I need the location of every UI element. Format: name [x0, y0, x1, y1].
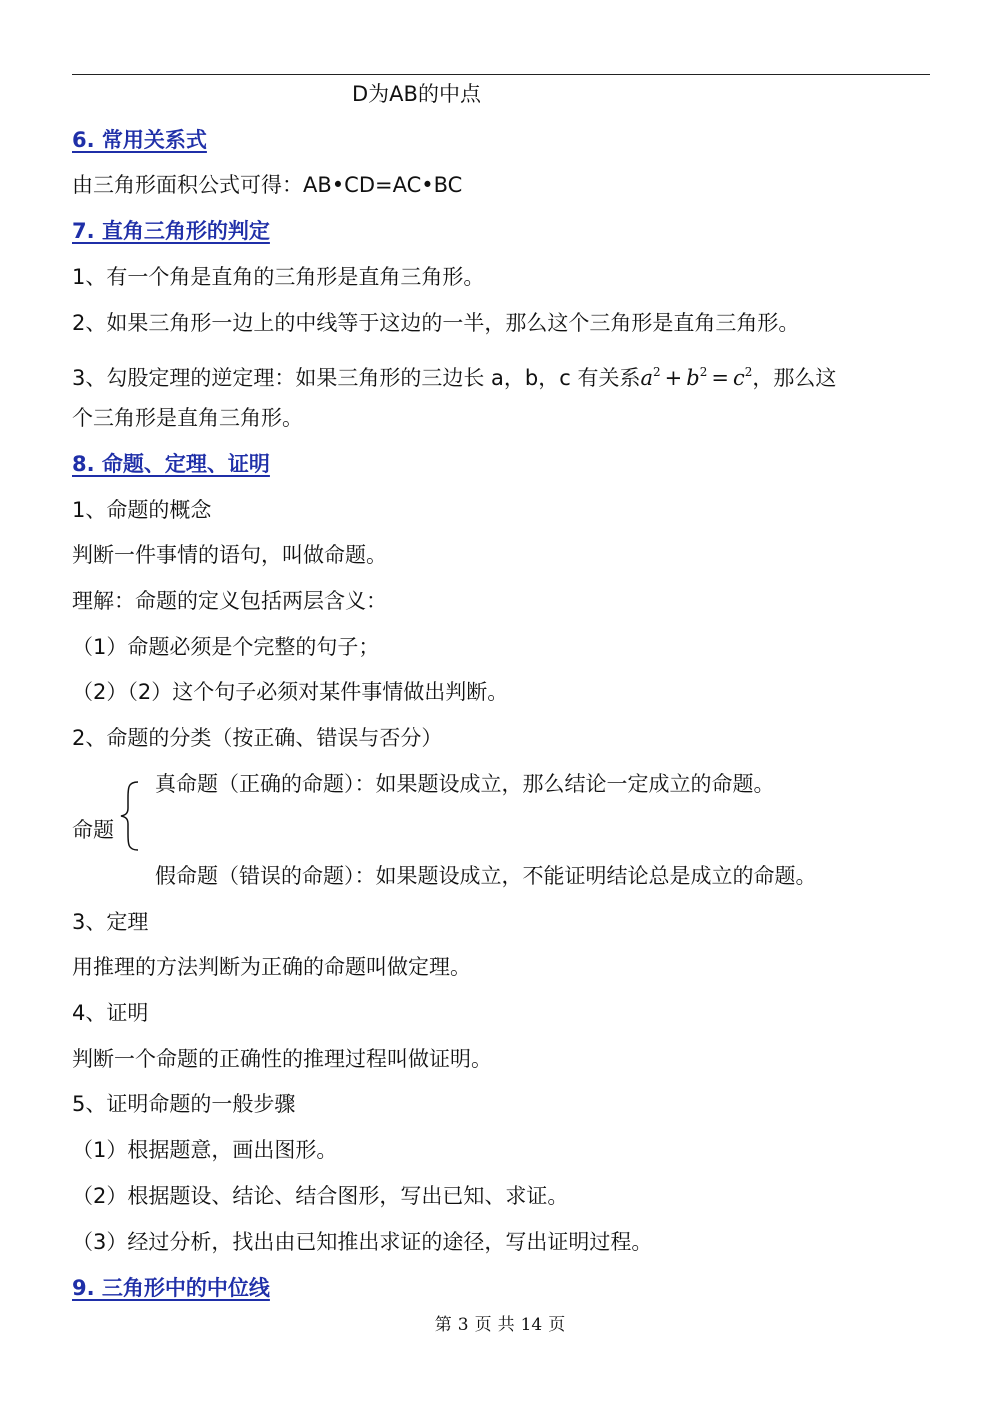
sec7-item-2: 2、如果三角形一边上的中线等于这边的一半，那么这个三角形是直角三角形。: [72, 311, 800, 335]
sec8-p1-title: 1、命题的概念: [72, 498, 212, 522]
pythagorean-formula: $a^2 + b^2 = c^2$: [640, 365, 753, 390]
false-proposition: 假命题（错误的命题）：如果题设成立，不能证明结论总是成立的命题。: [155, 864, 817, 888]
footer-page-number: 3: [457, 1315, 469, 1335]
section-9-heading: 9. 三角形中的中位线: [72, 1276, 270, 1300]
sec8-p2-title: 2、命题的分类（按正确、错误与否分）: [72, 726, 443, 750]
footer-ye-2: 页: [548, 1315, 566, 1335]
figure-caption: D为AB的中点: [352, 82, 481, 106]
sec8-p5-step-1: （1）根据题意，画出图形。: [72, 1138, 338, 1162]
sec8-p1-b: （2）（2）这个句子必须对某件事情做出判断。: [72, 680, 509, 704]
section-8-heading: 8. 命题、定理、证明: [72, 452, 270, 476]
top-rule: [72, 74, 930, 75]
sec8-p5-step-3: （3）经过分析，找出由已知推出求证的途径，写出证明过程。: [72, 1230, 653, 1254]
footer-total-pages: 14: [520, 1315, 543, 1335]
proposition-label: 命题: [72, 818, 114, 842]
section-6-text: 由三角形面积公式可得：AB•CD=AC•BC: [72, 173, 463, 197]
true-proposition: 真命题（正确的命题）：如果题设成立，那么结论一定成立的命题。: [155, 772, 775, 796]
sec8-p4-title: 4、证明: [72, 1001, 149, 1025]
sec8-p1-def: 判断一件事情的语句，叫做命题。: [72, 543, 387, 567]
sec8-p3-title: 3、定理: [72, 910, 149, 934]
sec7-item-3-cont: 个三角形是直角三角形。: [72, 406, 303, 430]
section-6-heading: 6. 常用关系式: [72, 128, 207, 152]
sec7-item-3-post: ，那么这: [752, 366, 837, 390]
footer-gong: 共: [497, 1315, 515, 1335]
sec8-p1-a: （1）命题必须是个完整的句子；: [72, 635, 380, 659]
sec8-p5-step-2: （2）根据题设、结论、结合图形，写出已知、求证。: [72, 1184, 569, 1208]
footer-di: 第: [434, 1315, 452, 1335]
section-7-heading: 7. 直角三角形的判定: [72, 219, 270, 243]
page-footer: [0, 1310, 1000, 1335]
sec7-item-1: 1、有一个角是直角的三角形是直角三角形。: [72, 265, 485, 289]
sec8-p3-def: 用推理的方法判断为正确的命题叫做定理。: [72, 955, 471, 979]
curly-brace-icon: [118, 780, 142, 852]
sec8-p1-understand: 理解：命题的定义包括两层含义：: [72, 589, 387, 613]
sec8-p4-def: 判断一个命题的正确性的推理过程叫做证明。: [72, 1047, 492, 1071]
sec7-item-3-pre: 3、勾股定理的逆定理：如果三角形的三边长 a，b，c 有关系: [72, 366, 641, 390]
sec7-item-3: [72, 358, 836, 392]
footer-ye: 页: [474, 1315, 492, 1335]
sec8-p5-title: 5、证明命题的一般步骤: [72, 1092, 296, 1116]
